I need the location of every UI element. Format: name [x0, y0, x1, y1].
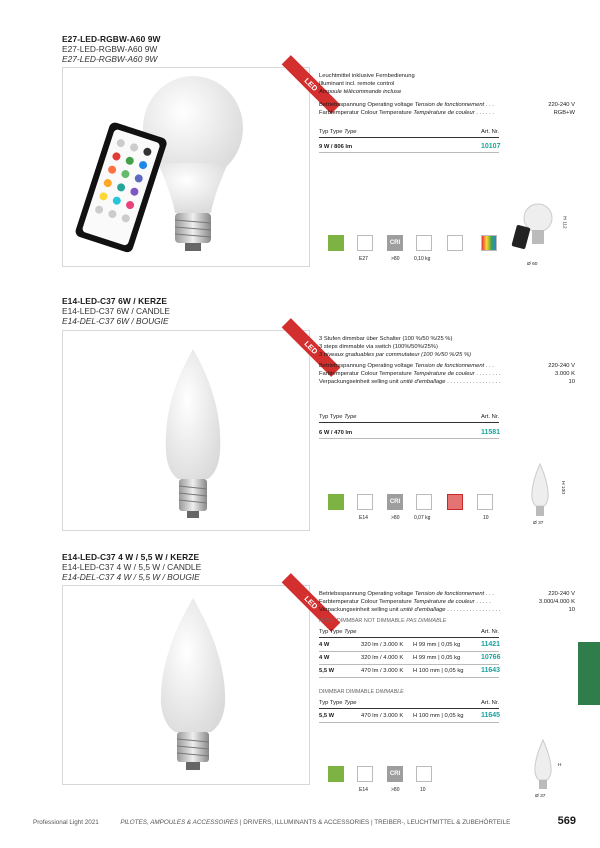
led-badge: LED — [282, 573, 341, 632]
energy-class-icon — [328, 766, 344, 782]
dimension-height: H 112 — [561, 216, 567, 229]
cri-icon: CRI — [387, 766, 403, 782]
spec-voltage: Betriebsspannung Operating voltage Tension de fonctionnement . . . 220-240 V — [319, 102, 575, 108]
article-number[interactable]: 11643 — [481, 667, 501, 674]
dimension-diameter: Ø 37 — [533, 521, 544, 526]
cri-icon: CRI — [387, 494, 403, 510]
led-badge: LED — [282, 55, 341, 114]
table-row-type: 9 W / 806 lm — [319, 144, 353, 150]
article-number[interactable]: 11645 — [481, 712, 501, 719]
feature-en: 3 steps dimmable via switch (100%/50%/25%) — [319, 344, 438, 350]
article-number[interactable]: 11581 — [481, 429, 501, 436]
candle-bulb-illustration — [63, 331, 311, 532]
footer: Professional Light 2021 PILOTES, AMPOULES & ACCESSOIRES | DRIVERS, ILLUMINANTS & ACCESSORIES | TREIBER-, LEUCHTMITTEL & ZUBEHÖRTEILE — [33, 819, 511, 826]
weight-icon — [416, 235, 432, 251]
package-label: 10 — [483, 515, 489, 521]
product-image — [62, 585, 320, 785]
product-title-fr: E27-LED-RGBW-A60 9W — [62, 54, 158, 64]
table-head-art: Art. Nr. — [481, 129, 500, 135]
dimension-drawing — [508, 200, 558, 262]
table-head-type: Typ Type Type — [319, 700, 357, 706]
features-block — [319, 335, 471, 359]
table-head-type: Typ Type Type — [319, 414, 357, 420]
rgb-icon — [481, 235, 497, 251]
section-tab[interactable] — [578, 642, 600, 705]
energy-class-icon — [328, 494, 344, 510]
dimension-height: H — [558, 763, 562, 768]
socket-label: E27 — [359, 256, 368, 262]
cri-label: >80 — [391, 515, 400, 521]
product-title-fr: E14-DEL-C37 4 W / 5,5 W / BOUGIE — [62, 572, 200, 582]
socket-icon — [357, 235, 373, 251]
feature-en: Illuminant incl. remote control — [319, 81, 395, 87]
spec-selling-unit: Verpackungseinheit selling unit unité d'emballage . . . . . . . . . . . . . . . . . 10 — [319, 607, 575, 613]
product-title-de: E27-LED-RGBW-A60 9W — [62, 34, 161, 44]
dimension-diameter: Ø 60 — [527, 262, 538, 267]
spec-colour-temp: Farbtemperatur Colour Temperature Température de couleur . . . . . . . . 3.000 K — [319, 371, 575, 377]
table-head-type: Typ Type Type — [319, 629, 357, 635]
product-title-de: E14-LED-C37 4 W / 5,5 W / KERZE — [62, 552, 200, 562]
product-title-en: E14-LED-C37 6W / CANDLE — [62, 306, 170, 316]
table-rule — [319, 664, 499, 665]
product-title-en: E27-LED-RGBW-A60 9W — [62, 44, 158, 54]
features-block — [319, 72, 415, 96]
specs-block — [319, 590, 575, 614]
product-image — [62, 330, 320, 531]
cri-icon: CRI — [387, 235, 403, 251]
feature-fr: Ampoule télécommande incluse — [319, 89, 402, 95]
weight-label: 0,07 kg — [414, 515, 431, 521]
product-title-fr: E14-DEL-C37 6W / BOUGIE — [62, 316, 169, 326]
feature-de: Leuchtmittel inklusive Fernbedienung — [319, 73, 415, 79]
led-badge: LED — [282, 318, 341, 377]
bulb-with-remote-illustration — [63, 68, 311, 268]
table-rule — [319, 637, 499, 638]
table-rule — [319, 722, 499, 723]
energy-class-icon — [328, 235, 344, 251]
spec-colour-temp: Farbtemperatur Colour Temperature Température de couleur . . . . . . RGB+W — [319, 110, 575, 116]
spec-voltage: Betriebsspannung Operating voltage Tension de fonctionnement . . . 220-240 V — [319, 363, 575, 369]
package-icon — [416, 766, 432, 782]
dimension-drawing — [525, 462, 555, 522]
weight-icon — [416, 494, 432, 510]
cri-label: >80 — [391, 787, 400, 793]
weight-label: 0,10 kg — [414, 256, 431, 262]
table-head-art: Art. Nr. — [481, 629, 500, 635]
table-head-art: Art. Nr. — [481, 414, 500, 420]
socket-icon — [357, 494, 373, 510]
feature-fr: 3 niveaux graduables par commutateur (100 %/50 %/25 %) — [319, 352, 472, 358]
product-title-en: E14-LED-C37 4 W / 5,5 W / CANDLE — [62, 562, 202, 572]
footer-category-de: TREIBER-, LEUCHTMITTEL & ZUBEHÖRTEILE — [374, 819, 511, 826]
spec-selling-unit: Verpackungseinheit selling unit unité d'emballage . . . . . . . . . . . . . . . . . 10 — [319, 379, 575, 385]
table-rule — [319, 137, 499, 138]
product-image — [62, 67, 320, 267]
article-number[interactable]: 10766 — [481, 654, 501, 661]
footer-category-fr: PILOTES, AMPOULES & ACCESSOIRES — [120, 819, 239, 826]
table-rule — [319, 152, 499, 153]
table-rule — [319, 438, 499, 439]
footer-catalog-name: Professional Light 2021 — [33, 819, 99, 826]
table-rule — [319, 677, 499, 678]
product-title-de: E14-LED-C37 6W / KERZE — [62, 296, 168, 306]
footer-category-en: DRIVERS, ILLUMINANTS & ACCESSORIES — [243, 819, 370, 826]
feature-de: 3 Stufen dimmbar über Schalter (100 %/50 %/25 %) — [319, 336, 453, 342]
socket-label: E14 — [359, 515, 368, 521]
candle-bulb-illustration — [63, 586, 311, 786]
group-dimmable: DIMMBAR DIMMABLE DIMMABLE — [319, 689, 404, 695]
cri-label: >80 — [391, 256, 400, 262]
specs-block — [319, 362, 575, 386]
article-number[interactable]: 10107 — [481, 143, 501, 150]
table-rule — [319, 708, 499, 709]
package-label: 10 — [420, 787, 426, 793]
dimension-drawing — [528, 738, 558, 794]
spec-colour-temp: Farbtemperatur Colour Temperature Température de couleur . . . . . 3.000/4.000 K — [319, 599, 575, 605]
dimmable-steps-icon — [447, 494, 463, 510]
article-number[interactable]: 11421 — [481, 641, 501, 648]
table-rule — [319, 651, 499, 652]
table-row-type: 6 W / 470 lm — [319, 430, 353, 436]
table-head-art: Art. Nr. — [481, 700, 500, 706]
package-icon — [477, 494, 493, 510]
page-number: 569 — [557, 815, 576, 827]
dimension-diameter: Ø 37 — [535, 794, 546, 799]
table-head-type: Typ Type Type — [319, 129, 357, 135]
spec-voltage: Betriebsspannung Operating voltage Tension de fonctionnement . . . 220-240 V — [319, 591, 575, 597]
specs-block — [319, 101, 575, 117]
dimmer-icon — [447, 235, 463, 251]
group-not-dimmable: NICHT DIMMBAR NOT DIMMABLE PAS DIMMABLE — [319, 618, 447, 624]
dimension-height: H 100 — [559, 481, 565, 494]
socket-label: E14 — [359, 787, 368, 793]
table-rule — [319, 422, 499, 423]
socket-icon — [357, 766, 373, 782]
